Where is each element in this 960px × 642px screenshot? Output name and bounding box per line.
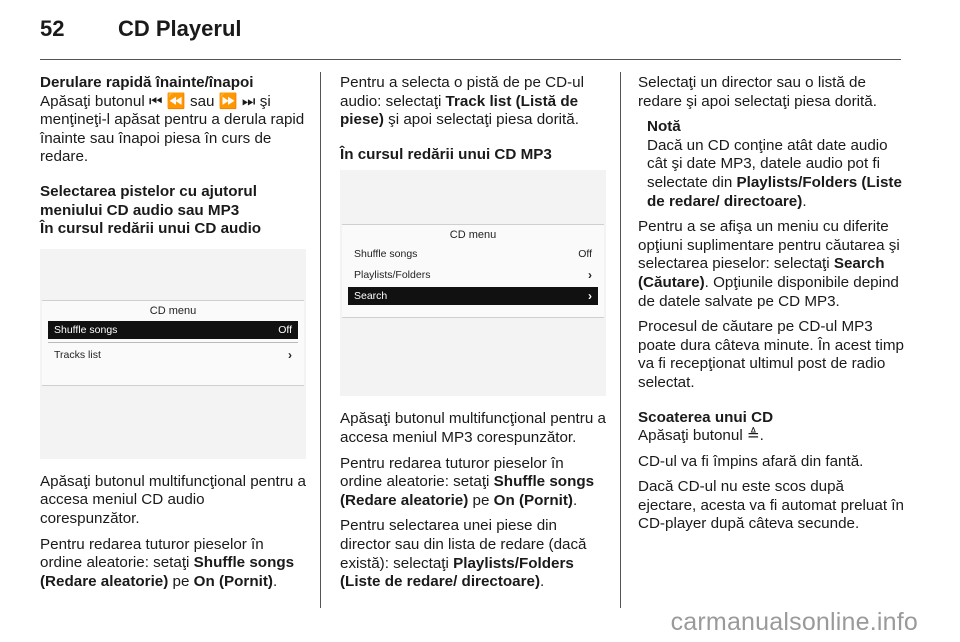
fast-forward-icon: ⏩ ⏭	[218, 92, 256, 110]
paragraph-eject-button: Apăsaţi butonul ≜.	[638, 427, 764, 445]
heading-fast-forward: Derulare rapidă înainte/înapoi	[40, 74, 254, 91]
paragraph-select-directory: Selectaţi un director sau o listă de redare şi apoi selectaţi piesa dorită.	[638, 74, 877, 110]
mp3-menu-screenshot	[340, 170, 606, 396]
chevron-right-icon: ›	[588, 268, 592, 283]
paragraph-fast-forward: Apăsaţi butonul ⏮ ⏪ sau ⏩ ⏭ şi menţineţi-l apăsat pentru a derula rapid înainte sau înapoi piesa în curs de redare.	[40, 92, 305, 166]
header-rule	[40, 59, 901, 60]
cd-menu-screenshot	[40, 249, 306, 459]
note-box	[638, 118, 904, 211]
page-header	[40, 16, 242, 42]
column-divider-1	[320, 72, 321, 608]
note-text: Dacă un CD conţine atât date audio cât şi date MP3, datele audio pot fi selectate din Playlists/Folders (Liste de redare/ directoare).	[647, 136, 902, 210]
menu-item-shuffle-songs[interactable]: Shuffle songs Off	[48, 321, 298, 339]
menu-item-search[interactable]: Search ›	[348, 287, 598, 305]
note-title: Notă	[647, 118, 681, 136]
heading-audio-cd: În cursul redării unui CD audio	[40, 220, 262, 238]
paragraph-press-button-mp3: Apăsaţi butonul multifuncţional pentru a accesa meniul MP3 corespunzător.	[340, 410, 606, 446]
cd-menu-display	[42, 300, 304, 386]
mp3-menu-display	[342, 224, 604, 318]
heading-track-selection: Selectarea pistelor cu ajutorul meniului CD audio sau MP3	[40, 182, 257, 219]
paragraph-search-duration: Procesul de căutare pe CD-ul MP3 poate dura câteva minute. În acest timp va fi recepţionat ultimul post de radio selectat.	[638, 318, 904, 391]
mp3-menu-title: CD menu	[449, 229, 497, 242]
paragraph-shuffle-audio: Pentru redarea tuturor pieselor în ordine aleatorie: setaţi Shuffle songs (Redare aleatorie) pe On (Pornit).	[40, 535, 295, 590]
chevron-right-icon: ›	[588, 289, 592, 304]
heading-mp3-cd: În cursul redării unui CD MP3	[340, 145, 552, 163]
column-divider-2	[620, 72, 621, 608]
column-2	[340, 74, 606, 599]
paragraph-auto-retract: Dacă CD-ul nu este scos după ejectare, acesta va fi automat preluat în CD-player după câteva secunde.	[638, 478, 904, 533]
page-number: 52	[40, 16, 65, 41]
paragraph-cd-ejected: CD-ul va fi împins afară din fantă.	[638, 452, 864, 470]
paragraph-select-folder: Pentru selectarea unei piese din director sau din lista de redare (dacă există): selectaţi Playlists/Folders (Liste de redare/ directoare).	[340, 517, 587, 591]
menu-item-playlists-folders[interactable]: Playlists/Folders ›	[354, 268, 592, 283]
paragraph-search-menu: Pentru a se afişa un meniu cu diferite opţiuni suplimentare pentru căutarea şi selectarea pieselor: selectaţi Search (Căutare). Opţiunile disponibile depind de datele salvate pe CD MP3.	[638, 218, 900, 310]
column-1	[40, 74, 306, 598]
menu-item-tracks-list[interactable]: Tracks list ›	[54, 347, 292, 362]
rewind-icon: ⏮ ⏪	[148, 92, 186, 110]
chevron-right-icon: ›	[288, 347, 292, 362]
page-title: CD Playerul	[118, 16, 242, 41]
menu-item-shuffle-songs[interactable]: Shuffle songs Off	[354, 248, 592, 261]
paragraph-shuffle-mp3: Pentru redarea tuturor pieselor în ordine aleatorie: setaţi Shuffle songs (Redare aleatorie) pe On (Pornit).	[340, 454, 595, 509]
column-3	[638, 74, 904, 541]
cd-menu-title: CD menu	[149, 304, 197, 317]
paragraph-press-button-audio: Apăsaţi butonul multifuncţional pentru a accesa meniul CD audio corespunzător.	[40, 472, 306, 527]
watermark: carmanualsonline.info	[670, 608, 918, 636]
heading-eject-cd: Scoaterea unui CD	[638, 408, 774, 426]
eject-icon: ≜	[746, 427, 760, 445]
paragraph-select-track: Pentru a selecta o pistă de pe CD-ul audio: selectaţi Track list (Listă de piese) şi apoi selectaţi piesa dorită.	[340, 74, 584, 129]
